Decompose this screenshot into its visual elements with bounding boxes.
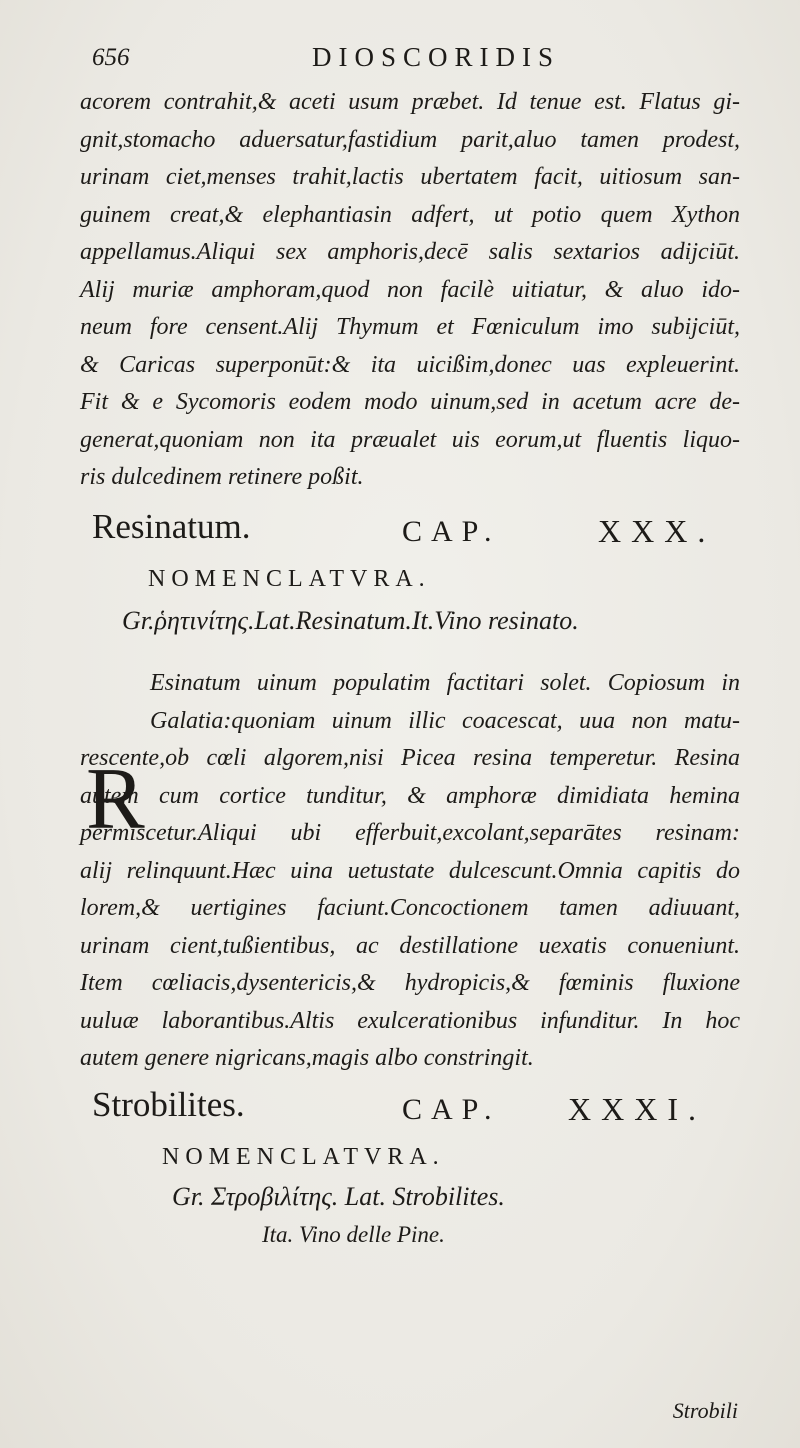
text-line: guinem creat,& elephantiasin adfert, ut potio quem Xython bbox=[80, 201, 740, 228]
drop-cap: R bbox=[86, 751, 145, 848]
paragraph-body bbox=[80, 740, 740, 1078]
chapter-heading bbox=[80, 507, 740, 557]
text-line: Item cœliacis,dysentericis,& hydropicis,& fœminis fluxione bbox=[80, 970, 740, 996]
text-line: & Caricas superponūt:& ita uicißim,donec uas expleuerint. bbox=[80, 351, 740, 378]
text-line: Alij muriæ amphoram,quod non facilè uitiatur, & aluo ido- bbox=[80, 276, 740, 303]
running-head: DIOSCORIDIS bbox=[312, 42, 561, 72]
text-line: autem genere nigricans,magis albo constringit. bbox=[80, 1045, 534, 1071]
chapter-title: Strobilites. bbox=[92, 1085, 245, 1124]
text-line: acorem contrahit,& aceti usum præbet. Id tenue est. Flatus gi- bbox=[80, 89, 740, 115]
page-header bbox=[92, 42, 732, 82]
synonyms-line: Gr.ῥητινίτης.Lat.Resinatum.It.Vino resinato. bbox=[122, 606, 579, 635]
text-line: autem cum cortice tunditur, & amphoræ dimidiata hemina bbox=[80, 782, 740, 809]
chapter-number: XXX. bbox=[598, 513, 716, 549]
text-line: gnit,stomacho aduersatur,fastidium parit,aluo tamen prodest, bbox=[80, 126, 740, 153]
synonyms-line: Gr. Στροβιλίτης. Lat. Strobilites. bbox=[172, 1182, 505, 1211]
text-line: rescente,ob cœli algorem,nisi Picea resina temperetur. Resina bbox=[80, 745, 740, 771]
nomenclature-heading: NOMENCLATVRA. bbox=[162, 1144, 445, 1170]
page-number: 656 bbox=[92, 44, 130, 71]
synonyms-line-italian: Ita. Vino delle Pine. bbox=[262, 1222, 445, 1247]
text-line: Esinatum uinum populatim factitari solet. Copiosum in bbox=[150, 670, 740, 696]
text-line: generat,quoniam non ita præualet uis eorum,ut fluentis liquo- bbox=[80, 426, 740, 453]
text-line: neum fore censent.Alij Thymum et Fœniculum imo subijciūt, bbox=[80, 314, 740, 340]
text-line: uuluæ laborantibus.Altis exulcerationibus infunditur. In hoc bbox=[80, 1007, 740, 1034]
text-line: appellamus.Aliqui sex amphoris,decē salis sextarios adijciūt. bbox=[80, 239, 740, 265]
chapter-number: XXXI. bbox=[568, 1091, 706, 1127]
text-line: permiscetur.Aliqui ubi efferbuit,excolant,separātes resinam: bbox=[80, 820, 740, 846]
chapter-title: Resinatum. bbox=[92, 507, 251, 546]
nomenclature-heading: NOMENCLATVRA. bbox=[148, 566, 431, 592]
paragraph-first-lines bbox=[150, 665, 740, 740]
text-line: urinam ciet,menses trahit,lactis ubertatem facit, uitiosum san- bbox=[80, 164, 740, 190]
text-line: Galatia:quoniam uinum illic coacescat, uua non matu- bbox=[150, 707, 740, 734]
catchword: Strobili bbox=[672, 1398, 738, 1423]
text-line: ris dulcedinem retinere poßit. bbox=[80, 464, 364, 490]
text-line: alij relinquunt.Hæc uina uetustate dulcescunt.Omnia capitis do bbox=[80, 857, 740, 884]
text-line: Fit & e Sycomoris eodem modo uinum,sed in acetum acre de- bbox=[80, 389, 740, 415]
paragraph-continued bbox=[80, 84, 740, 497]
chapter-cap-label: CAP. bbox=[402, 515, 501, 548]
text-line: urinam cient,tußientibus, ac destillatione uexatis conueniunt. bbox=[80, 932, 740, 959]
text-line: lorem,& uertigines faciunt.Concoctionem tamen adiuuant, bbox=[80, 895, 740, 921]
chapter-cap-label: CAP. bbox=[402, 1093, 501, 1126]
chapter-heading bbox=[80, 1085, 740, 1135]
